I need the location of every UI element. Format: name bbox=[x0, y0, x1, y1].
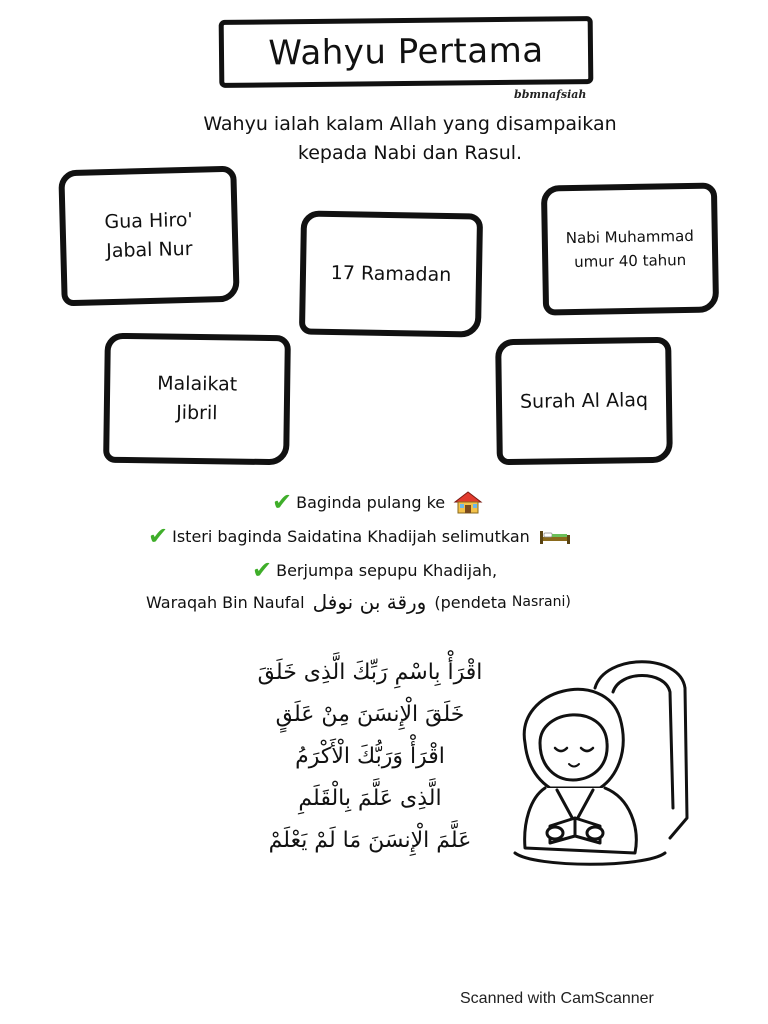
check-mark-icon: ✔ bbox=[148, 522, 169, 550]
check-mark-icon: ✔ bbox=[272, 488, 293, 516]
event-item-3 bbox=[252, 558, 497, 582]
definition-line-1: Wahyu ialah kalam Allah yang disampaikan bbox=[203, 113, 617, 135]
camscanner-watermark: Scanned with CamScanner bbox=[460, 990, 654, 1007]
waraqah-arabic-name: ورقة بن نوفل bbox=[312, 590, 427, 614]
event-item-1 bbox=[272, 490, 483, 514]
card-angel-line-1: Malaikat bbox=[157, 372, 238, 396]
card-date bbox=[299, 210, 483, 337]
card-date-text: 17 Ramadan bbox=[330, 261, 452, 286]
definition-text bbox=[140, 110, 680, 168]
card-prophet-age bbox=[541, 182, 719, 315]
card-age-line-2: umur 40 tahun bbox=[574, 251, 687, 271]
event-text-4-paren: (pendeta bbox=[434, 592, 507, 612]
card-surah bbox=[495, 337, 673, 465]
event-text-2: Isteri baginda Saidatina Khadijah selimutkan bbox=[172, 526, 530, 546]
surah-al-alaq-verses bbox=[225, 652, 515, 862]
girl-reading-illustration bbox=[495, 648, 695, 868]
card-surah-text: Surah Al Alaq bbox=[519, 388, 649, 413]
house-icon bbox=[453, 490, 483, 514]
card-location-line-1: Gua Hiro' bbox=[104, 208, 194, 234]
card-angel-line-2: Jibril bbox=[175, 401, 218, 425]
verse-4: الَّذِى عَلَّمَ بِالْقَلَمِ bbox=[298, 786, 442, 811]
event-text-3: Berjumpa sepupu Khadijah, bbox=[276, 560, 498, 580]
card-age-line-1: Nabi Muhammad bbox=[565, 226, 694, 248]
event-item-2 bbox=[148, 524, 572, 548]
event-item-4 bbox=[146, 590, 571, 614]
definition-line-2: kepada Nabi dan Rasul. bbox=[297, 142, 523, 164]
author-signature: bbmnafsiah bbox=[514, 88, 587, 101]
event-text-4-nasrani: Nasrani) bbox=[511, 594, 571, 610]
verse-1: اقْرَأْ بِاسْمِ رَبِّكَ الَّذِى خَلَقَ bbox=[257, 660, 483, 685]
event-text-4: Waraqah Bin Naufal bbox=[146, 592, 305, 612]
card-location-line-2: Jabal Nur bbox=[105, 237, 193, 263]
bed-icon bbox=[538, 526, 572, 546]
verse-5: عَلَّمَ الْإِنسَنَ مَا لَمْ يَعْلَمْ bbox=[268, 828, 472, 853]
event-text-1: Baginda pulang ke bbox=[296, 492, 446, 512]
check-mark-icon: ✔ bbox=[252, 556, 273, 584]
page-title bbox=[219, 16, 594, 88]
card-angel bbox=[103, 333, 291, 466]
card-location bbox=[58, 166, 239, 307]
verse-3: اقْرَأْ وَرَبُّكَ الْأَكْرَمُ bbox=[295, 744, 445, 769]
page-title-text: Wahyu Pertama bbox=[268, 30, 544, 74]
verse-2: خَلَقَ الْإِنسَنَ مِنْ عَلَقٍ bbox=[275, 702, 465, 727]
